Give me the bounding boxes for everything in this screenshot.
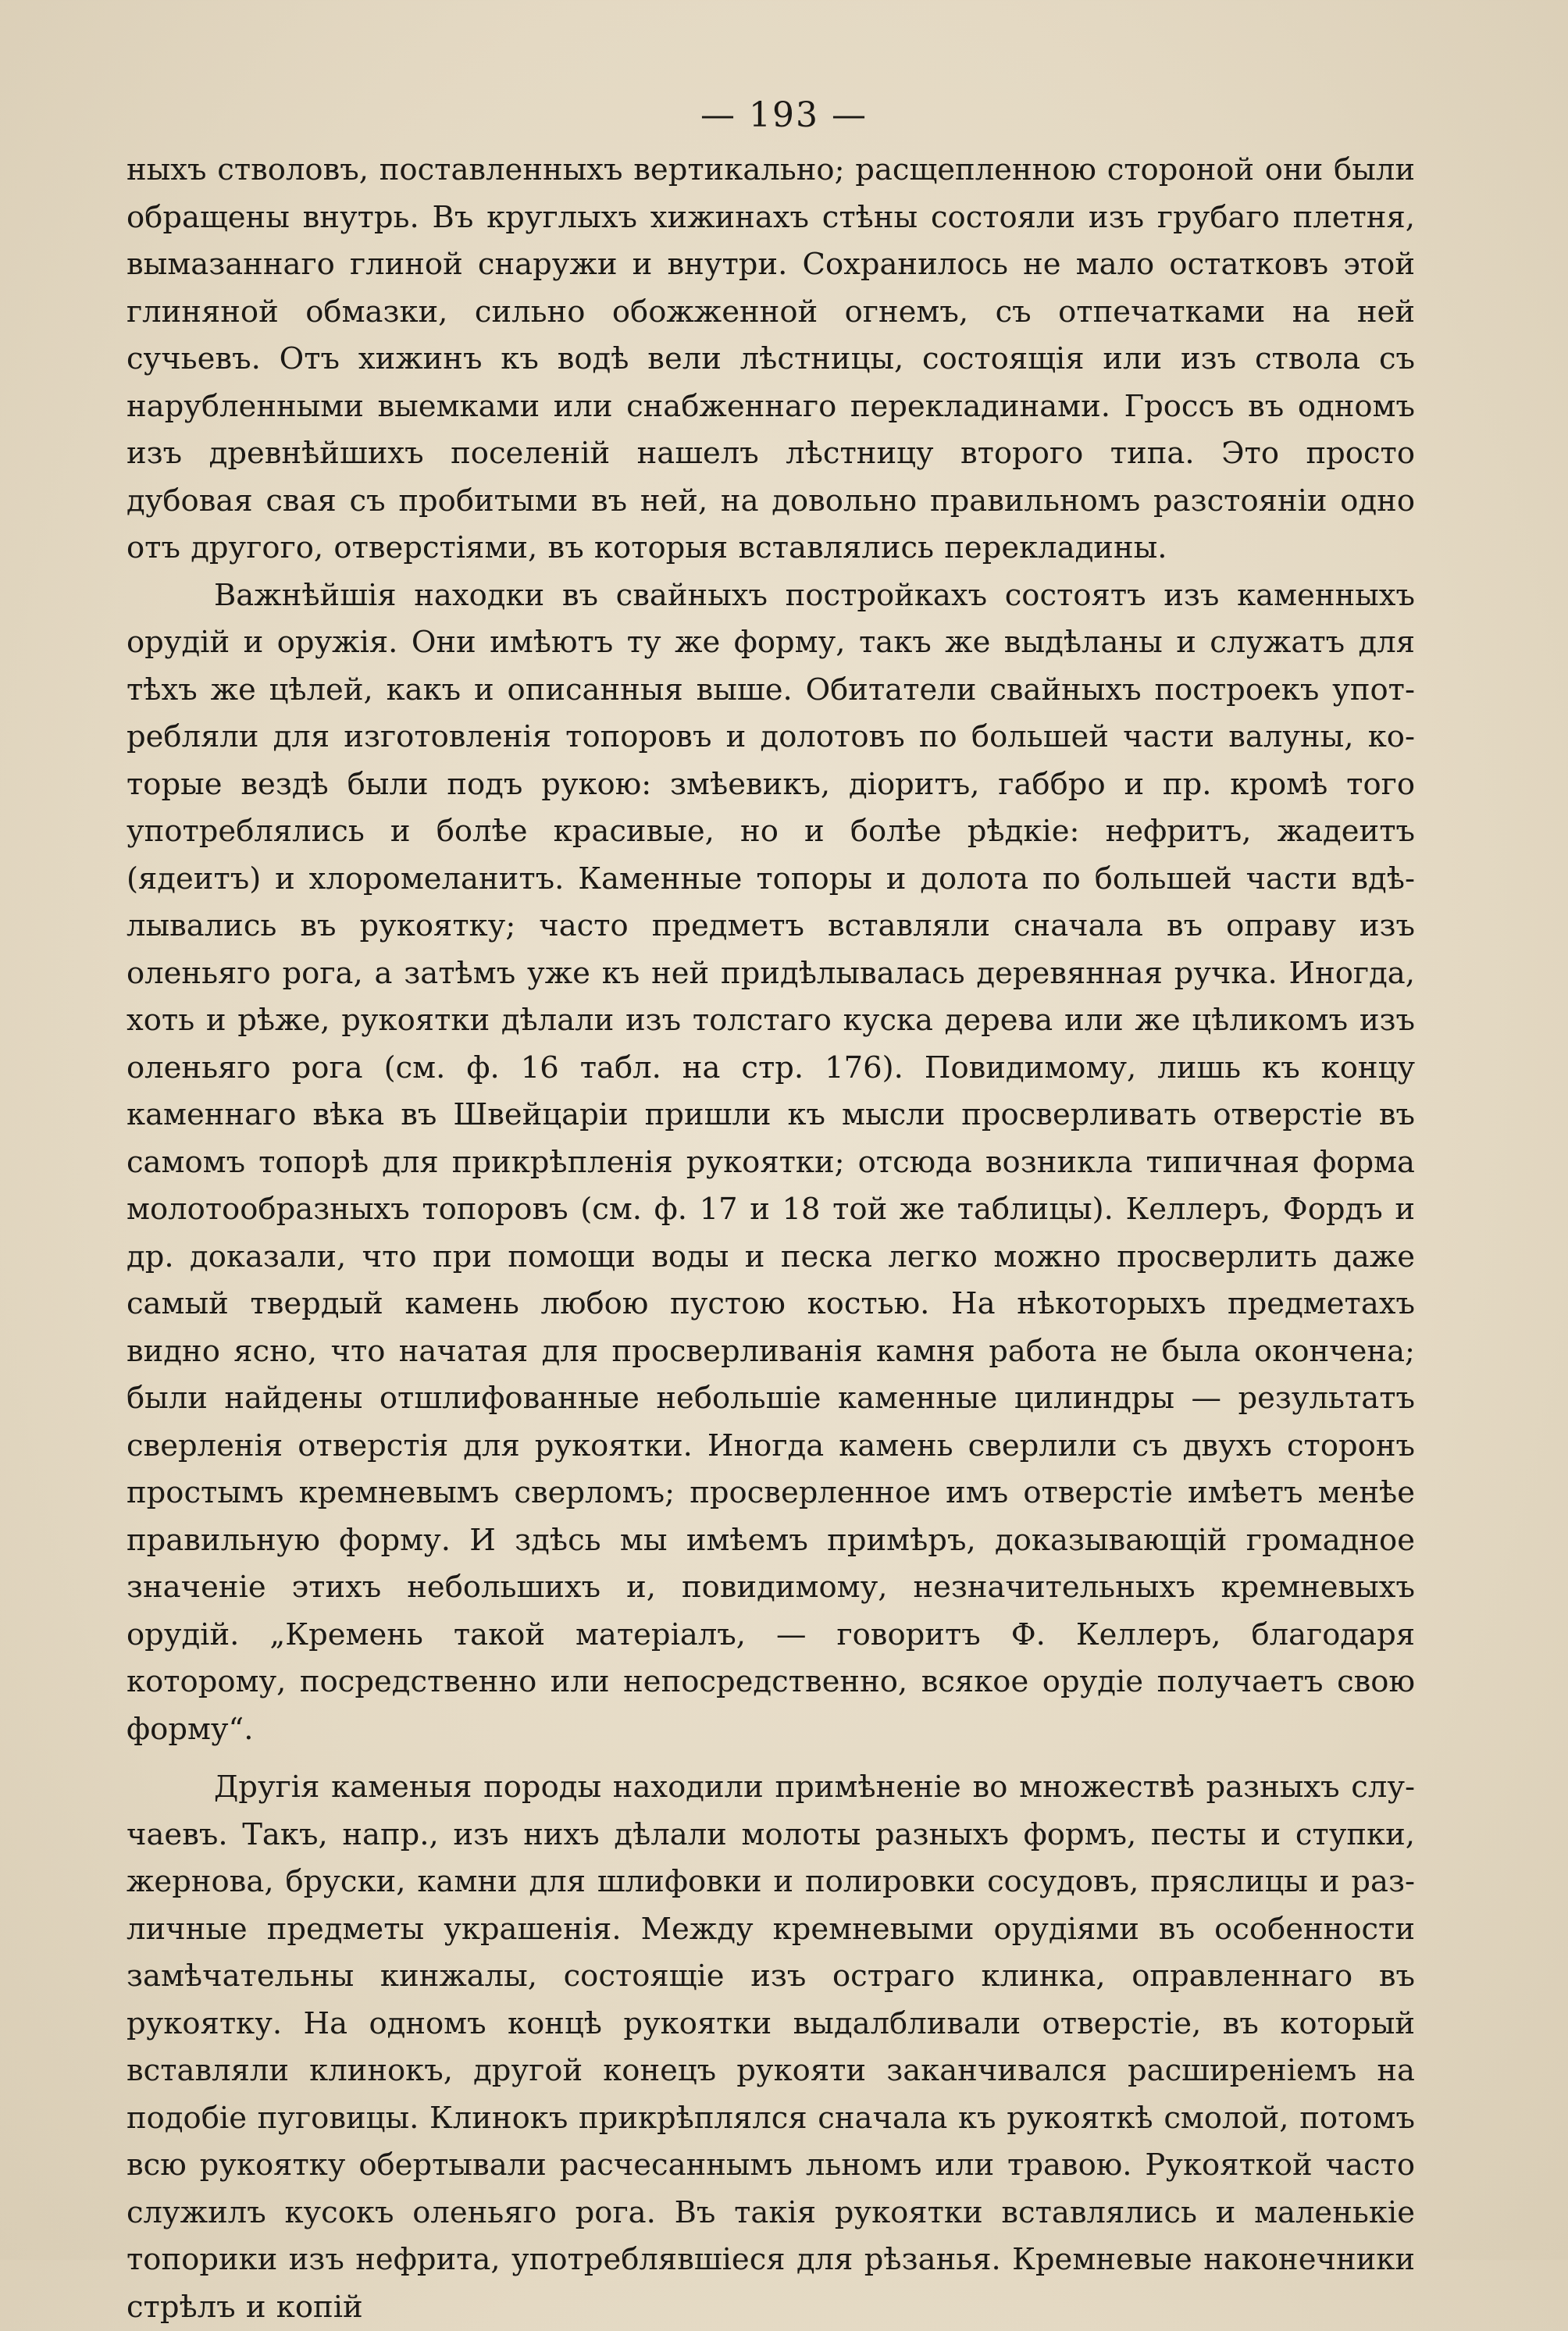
body-text (127, 147, 1415, 2331)
paragraph-3: Другія каменыя породы находили примѣненіе во множествѣ разныхъ случаевъ. Такъ, напр., изъ нихъ дѣлали молоты разныхъ формъ, песты и ступки, жернова, бруски, камни для шлифовки и полировки сосудовъ, пряслицы и различные предметы украшенія. Между кремневыми орудіями въ особенности замѣчательны кинжалы, состоящіе изъ остраго клинка, оправленнаго въ рукоятку. На одномъ концѣ рукоятки выдалбливали отверстіе, въ который вставляли клинокъ, другой конецъ рукояти заканчивался расширеніемъ на подобіе пуговицы. Клинокъ прикрѣплялся сначала къ рукояткѣ смолой, потомъ всю рукоятку обертывали расчесаннымъ льномъ или травою. Рукояткой часто служилъ кусокъ оленьяго рога. Въ такія рукоятки вставлялись и маленькіе топорики изъ нефрита, употреблявшіеся для рѣзанья. Кремневые наконечники стрѣлъ и копій (127, 1770, 1415, 2325)
paragraph-2: Важнѣйшія находки въ свайныхъ постройкахъ состоятъ изъ каменныхъ орудій и оружія. Они имѣютъ ту же форму, такъ же выдѣланы и служатъ для тѣхъ же цѣлей, какъ и описанныя выше. Обитатели свайныхъ построекъ употребляли для изготовленія топоровъ и долотовъ по большей части валуны, которые вездѣ были подъ рукою: змѣевикъ, діоритъ, габбро и пр. кромѣ того употреблялись и болѣе красивые, но и болѣе рѣдкіе: нефритъ, жадеитъ (ядеитъ) и хлоромеланитъ. Каменные топоры и долота по большей части вдѣлывались въ рукоятку; часто предметъ вставляли сначала въ оправу изъ оленьяго рога, а затѣмъ уже къ ней придѣлывалась деревянная ручка. Иногда, хоть и рѣже, рукоятки дѣлали изъ толстаго куска дерева или же цѣликомъ изъ оленьяго рога (см. ф. 16 табл. на стр. 176). Повидимому, лишь къ концу каменнаго вѣка въ Швейцаріи пришли къ мысли просверливать отверстіе въ самомъ топорѣ для прикрѣпленія рукоятки; отсюда возникла типичная форма молотообразныхъ топоровъ (см. ф. 17 и 18 той же таблицы). Келлеръ, Фордъ и др. доказали, что при помощи воды и песка легко можно просверлить даже самый твердый камень любою пустою костью. На нѣкоторыхъ предметахъ видно ясно, что начатая для просверливанія камня работа не была окончена; были найдены отшлифованные небольшіе каменные цилиндры — результатъ сверленія отверстія для рукоятки. Иногда камень сверлили съ двухъ сторонъ простымъ кремневымъ сверломъ; просверленное имъ отверстіе имѣетъ менѣе правильную форму. И здѣсь мы имѣемъ примѣръ, доказывающій громадное значеніе этихъ небольшихъ и, повидимому, незначительныхъ кремневыхъ орудій. „Кремень такой матеріалъ, — говоритъ Ф. Келлеръ, благодаря которому, посредственно или непосредственно, всякое орудіе получаетъ свою форму“. (127, 577, 1415, 1747)
paragraph-1: ныхъ стволовъ, поставленныхъ вертикально; расщепленною стороной они были обращены внутрь. Въ круглыхъ хижинахъ стѣны состояли изъ грубаго плетня, вымазаннаго глиной снаружи и внутри. Сохранилось не мало остатковъ этой глиняной обмазки, сильно обожженной огнемъ, съ отпечатками на ней сучьевъ. Отъ хижинъ къ водѣ вели лѣстницы, состоящія или изъ ствола съ нарубленными выемками или снабженнаго перекладинами. Гроссъ въ одномъ изъ древнѣйшихъ поселеній нашелъ лѣстницу второго типа. Это просто дубовая свая съ пробитыми въ ней, на довольно правильномъ разстояніи одно отъ другого, отверстіями, въ которыя вставлялись перекладины. (127, 152, 1415, 565)
page-number: — 193 — (700, 95, 868, 135)
